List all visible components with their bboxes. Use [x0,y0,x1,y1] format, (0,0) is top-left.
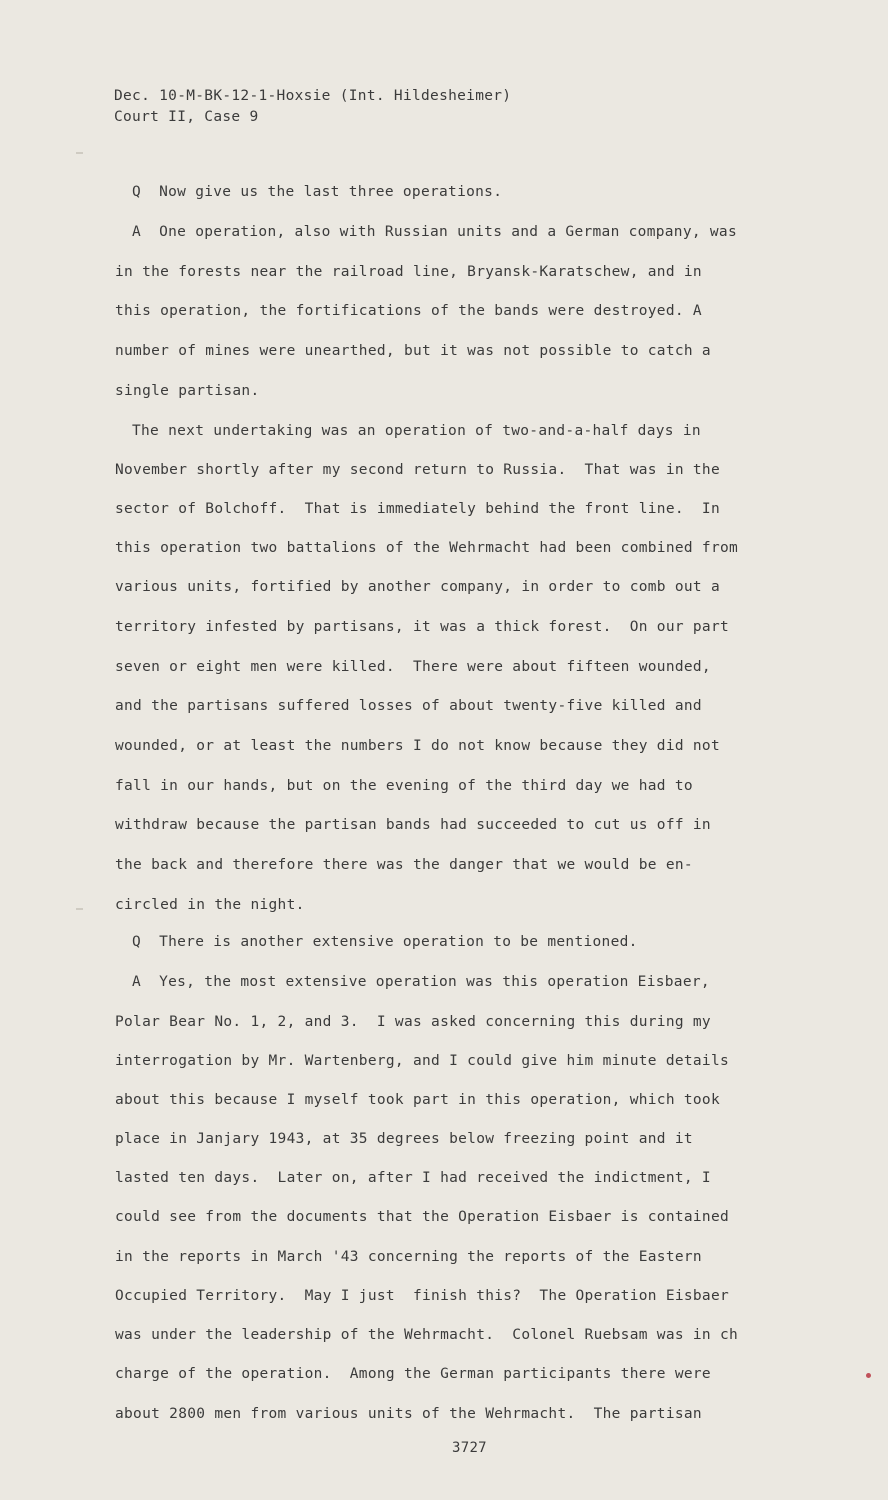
text-line: various units, fortified by another company, in order to comb out a [115,579,720,595]
margin-mark-dot [866,1373,871,1378]
page-number: 3727 [452,1440,487,1456]
document-header [114,86,511,128]
text-line: charge of the operation. Among the German participants there were [115,1366,711,1382]
text-line: in the forests near the railroad line, Bryansk-Karatschew, and in [115,264,702,280]
text-line: Q Now give us the last three operations. [132,184,503,200]
text-line: this operation two battalions of the Wehrmacht had been combined from [115,540,739,556]
text-line: sector of Bolchoff. That is immediately behind the front line. In [115,501,720,517]
text-line: seven or eight men were killed. There were about fifteen wounded, [115,659,711,675]
text-line: fall in our hands, but on the evening of the third day we had to [115,778,693,794]
text-line: November shortly after my second return to Russia. That was in the [115,462,720,478]
text-line: could see from the documents that the Operation Eisbaer is contained [115,1209,730,1225]
text-line: about this because I myself took part in this operation, which took [115,1092,720,1108]
text-line: Occupied Territory. May I just finish this? The Operation Eisbaer [115,1288,730,1304]
text-line: this operation, the fortifications of the bands were destroyed. A [115,303,702,319]
header-line-1: Dec. 10-M-BK-12-1-Hoxsie (Int. Hildesheimer) [114,88,512,104]
margin-tick [76,908,83,910]
text-line: the back and therefore there was the danger that we would be en- [115,857,693,873]
text-line: single partisan. [115,383,260,399]
text-line: and the partisans suffered losses of about twenty-five killed and [115,698,702,714]
text-line: Q There is another extensive operation to be mentioned. [132,934,638,950]
text-line: about 2800 men from various units of the Wehrmacht. The partisan [115,1406,702,1422]
text-line: number of mines were unearthed, but it was not possible to catch a [115,343,711,359]
text-line: interrogation by Mr. Wartenberg, and I could give him minute details [115,1053,730,1069]
text-line: was under the leadership of the Wehrmacht. Colonel Ruebsam was in ch [115,1327,739,1343]
text-line: circled in the night. [115,897,305,913]
header-line-2: Court II, Case 9 [114,109,259,125]
text-line: in the reports in March '43 concerning the reports of the Eastern [115,1249,702,1265]
text-line: The next undertaking was an operation of two-and-a-half days in [132,423,701,439]
text-line: A One operation, also with Russian units and a German company, was [132,224,737,240]
text-line: Polar Bear No. 1, 2, and 3. I was asked concerning this during my [115,1014,711,1030]
margin-tick [76,152,83,154]
text-line: A Yes, the most extensive operation was this operation Eisbaer, [132,974,710,990]
text-line: withdraw because the partisan bands had succeeded to cut us off in [115,817,711,833]
text-line: lasted ten days. Later on, after I had received the indictment, I [115,1170,711,1186]
text-line: territory infested by partisans, it was a thick forest. On our part [115,619,730,635]
text-line: place in Janjary 1943, at 35 degrees below freezing point and it [115,1131,693,1147]
text-line: wounded, or at least the numbers I do not know because they did not [115,738,720,754]
